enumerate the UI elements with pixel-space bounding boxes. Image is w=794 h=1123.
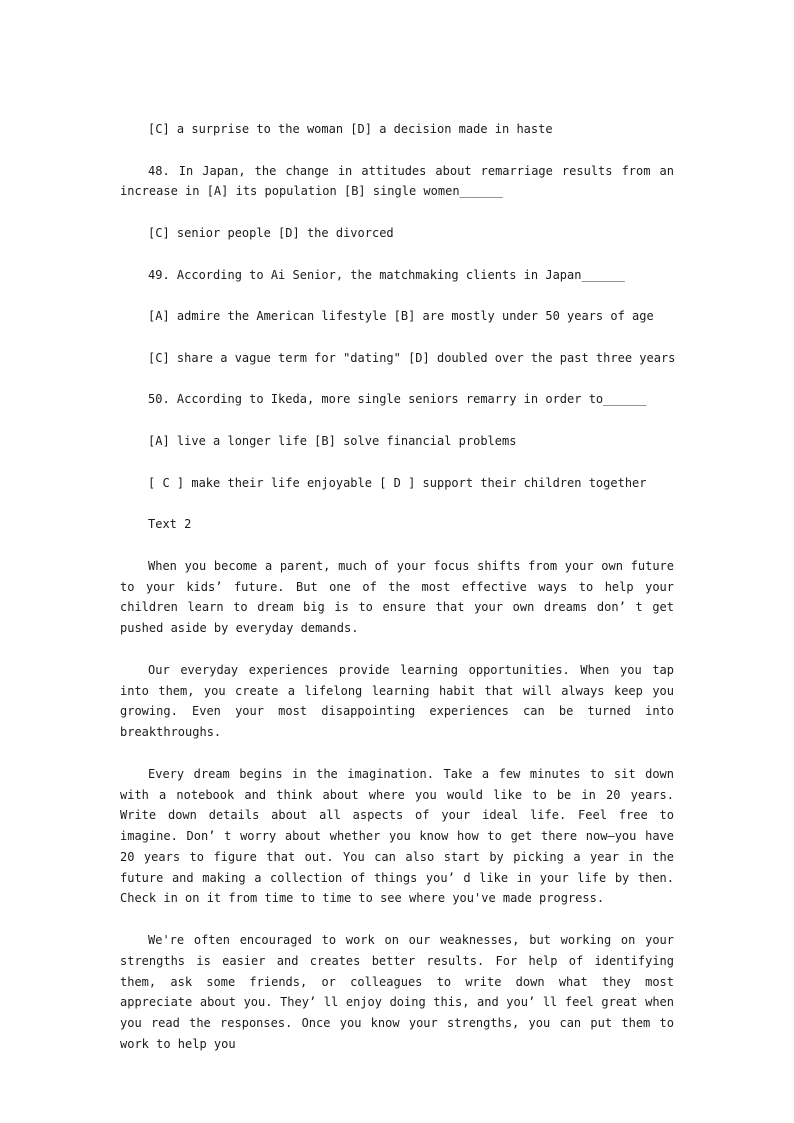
option-line-a-b-50: [A] live a longer life [B] solve financial problems — [148, 433, 517, 448]
passage-paragraph-4: We're often encouraged to work on our weaknesses, but working on your strengths is easier and creates better results. For help of identifying them, ask some friends, or colleagues to write down what they most appreciate about you. They’ ll enjoy doing this, and you’ ll feel great when you read the responses. Once you know your strengths, you can put them to work to help you — [120, 933, 674, 1052]
option-line-c-d-49: [C] share a vague term for "dating" [D] doubled over the past three years — [148, 350, 676, 365]
passage-paragraph-3: Every dream begins in the imagination. Take a few minutes to sit down with a notebook and think about where you would like to be in 20 years. Write down details about all aspects of your ideal life. Feel free to imagine. Don’ t worry about whether you know how to get there now—you have 20 years to figure that out. You can also start by picking a year in the future and making a collection of things you’ d like in your life by then. Check in on it from time to time to see where you've made progress. — [120, 766, 674, 906]
passage-paragraph-1: When you become a parent, much of your focus shifts from your own future to your kids’ future. But one of the most effective ways to help your children learn to dream big is to ensure that your own dreams don’ t get pushed aside by everyday demands. — [120, 558, 674, 636]
option-line-c-d-48: [C] senior people [D] the divorced — [148, 225, 394, 240]
option-line-a-b-49: [A] admire the American lifestyle [B] are mostly under 50 years of age — [148, 309, 654, 324]
question-50: 50. According to Ikeda, more single seniors remarry in order to______ — [148, 392, 647, 407]
passage-paragraph-2: Our everyday experiences provide learning opportunities. When you tap into them, you create a lifelong learning habit that will always keep you growing. Even your most disappointing experiences can be turned into breakthroughs. — [120, 662, 674, 740]
document-page — [120, 119, 674, 1076]
question-49: 49. According to Ai Senior, the matchmaking clients in Japan______ — [148, 267, 625, 282]
section-heading-text-2: Text 2 — [148, 517, 192, 532]
question-48: 48. In Japan, the change in attitudes about remarriage results from an increase in [A] its population [B] single women______ — [120, 163, 674, 199]
option-line-c-d-47: [C] a surprise to the woman [D] a decision made in haste — [148, 122, 553, 136]
option-line-c-d-50: [ C ] make their life enjoyable [ D ] support their children together — [148, 475, 647, 490]
